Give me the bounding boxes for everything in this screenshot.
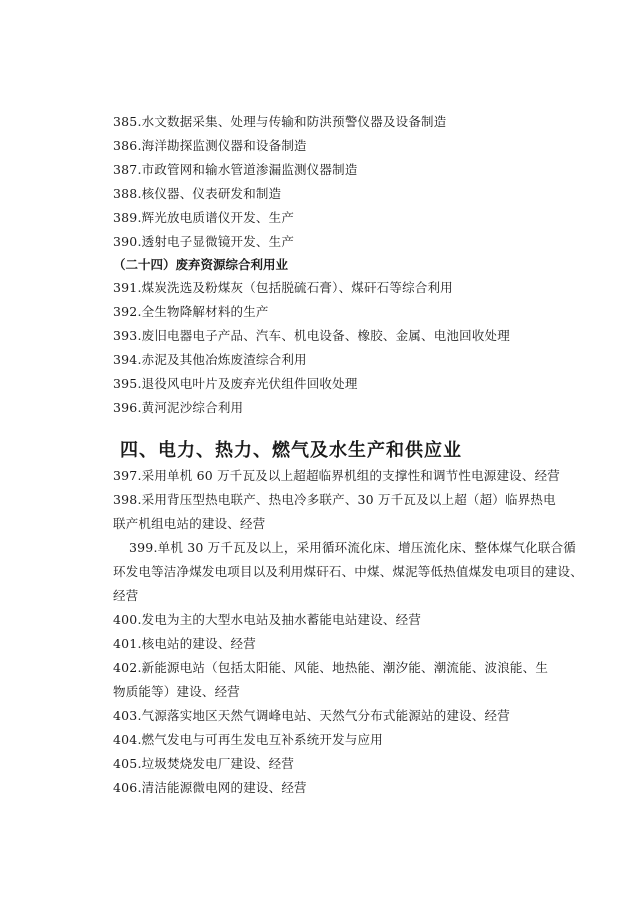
list-item-392: 392.全生物降解材料的生产 (113, 304, 269, 319)
list-item-399-line-3: 经营 (113, 588, 139, 603)
list-item-398-line-2: 联产机组电站的建设、经营 (113, 516, 266, 531)
list-item-397: 397.采用单机 60 万千瓦及以上超超临界机组的支撑性和调节性电源建设、经营 (113, 468, 560, 483)
list-item-389: 389.辉光放电质谱仪开发、生产 (113, 210, 295, 225)
list-item-398-line-1: 398.采用背压型热电联产、热电冷多联产、30 万千瓦及以上超（超）临界热电 (113, 492, 556, 507)
list-item-394: 394.赤泥及其他冶炼废渣综合利用 (113, 352, 307, 367)
list-item-390: 390.透射电子显微镜开发、生产 (113, 234, 295, 249)
list-item-391: 391.煤炭洗选及粉煤灰（包括脱硫石膏）、煤矸石等综合利用 (113, 280, 453, 295)
list-item-385: 385.水文数据采集、处理与传输和防洪预警仪器及设备制造 (113, 114, 447, 129)
list-item-404: 404.燃气发电与可再生发电互补系统开发与应用 (113, 732, 383, 747)
list-item-402-line-2: 物质能等）建设、经营 (113, 684, 241, 699)
subsection-heading: （二十四）废弃资源综合利用业 (113, 257, 289, 272)
list-item-396: 396.黄河泥沙综合利用 (113, 400, 244, 415)
list-item-405: 405.垃圾焚烧发电厂建设、经营 (113, 756, 295, 771)
list-item-387: 387.市政管网和输水管道渗漏监测仪器制造 (113, 162, 358, 177)
list-item-403: 403.气源落实地区天然气调峰电站、天然气分布式能源站的建设、经营 (113, 708, 510, 723)
list-item-399-line-2: 环发电等洁净煤发电项目以及利用煤矸石、中煤、煤泥等低热值煤发电项目的建设、 (113, 564, 583, 579)
list-item-395: 395.退役风电叶片及废弃光伏组件回收处理 (113, 376, 358, 391)
list-item-388: 388.核仪器、仪表研发和制造 (113, 186, 282, 201)
list-item-406: 406.清洁能源微电网的建设、经营 (113, 780, 307, 795)
list-item-399-line-1: 399.单机 30 万千瓦及以上，采用循环流化床、增压流化床、整体煤气化联合循 (129, 540, 576, 555)
list-item-400: 400.发电为主的大型水电站及抽水蓄能电站建设、经营 (113, 612, 422, 627)
section-heading: 四、电力、热力、燃气及水生产和供应业 (120, 440, 462, 461)
list-item-386: 386.海洋勘探监测仪器和设备制造 (113, 138, 307, 153)
list-item-393: 393.废旧电器电子产品、汽车、机电设备、橡胶、金属、电池回收处理 (113, 328, 510, 343)
list-item-402-line-1: 402.新能源电站（包括太阳能、风能、地热能、潮汐能、潮流能、波浪能、生 (113, 660, 549, 675)
list-item-401: 401.核电站的建设、经营 (113, 636, 256, 651)
